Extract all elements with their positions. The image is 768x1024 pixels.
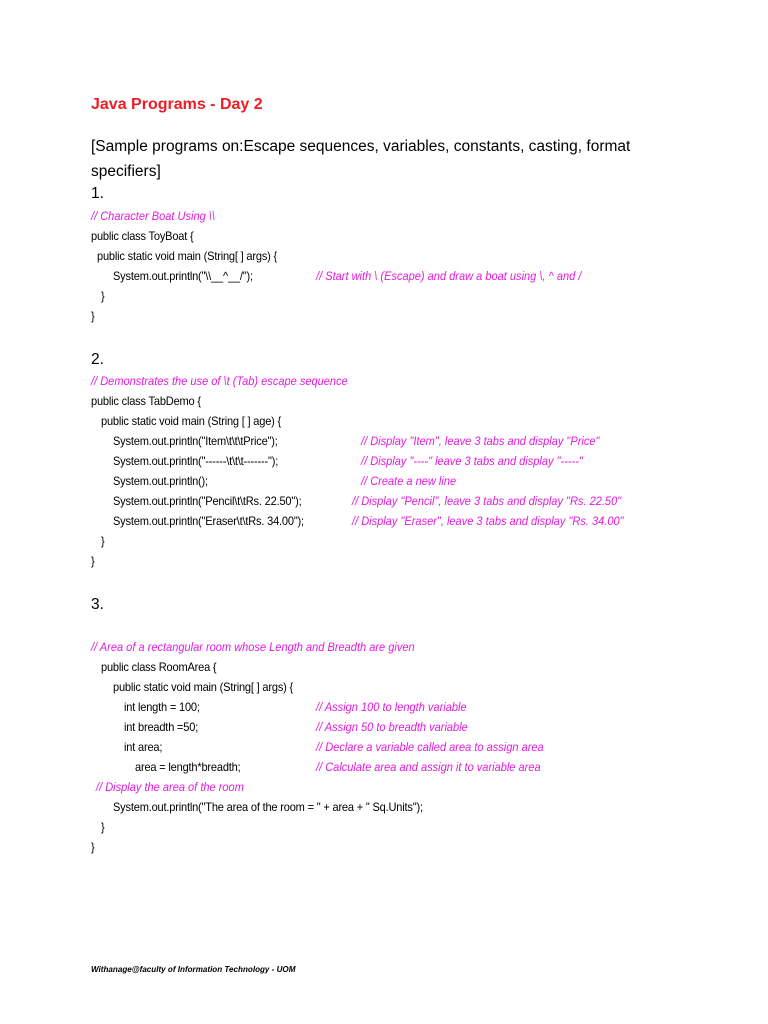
program-3-code-comment: // Assign 100 to length variable: [316, 700, 467, 714]
program-2-code-line: }: [91, 554, 95, 568]
program-2-code-line: System.out.println();: [113, 474, 208, 488]
program-3-code-line: public static void main (String[ ] args) {: [113, 680, 294, 694]
program-2-code-comment: // Display "----" leave 3 tabs and display "-----": [361, 454, 583, 468]
program-1-number: 1.: [91, 185, 104, 202]
page-footer: Withanage@faculty of Information Technology - UOM: [91, 964, 296, 974]
program-3-code-line: System.out.println("The area of the room = " + area + " Sq.Units");: [113, 800, 423, 814]
program-2-code-line: }: [101, 534, 105, 548]
program-1-code-line: public static void main (String[ ] args) {: [97, 249, 278, 263]
program-2-number: 2.: [91, 351, 104, 368]
program-1-code-line: System.out.println("\\__^__/");: [113, 269, 253, 283]
program-2-code-line: public static void main (String [ ] age) {: [101, 414, 282, 428]
program-3-code-line: int area;: [124, 740, 163, 754]
program-3-code-comment: // Assign 50 to breadth variable: [316, 720, 468, 734]
program-1-code-line: public class ToyBoat {: [91, 229, 194, 243]
program-2-code-comment: // Display "Pencil", leave 3 tabs and display "Rs. 22.50": [352, 494, 622, 508]
program-3-code-line: }: [91, 840, 95, 854]
program-2-code-comment: // Create a new line: [361, 474, 457, 488]
program-2-code-line: System.out.println("Item\t\t\tPrice");: [113, 434, 278, 448]
program-1-code-line: }: [91, 309, 95, 323]
program-3-comment-header: // Area of a rectangular room whose Length and Breadth are given: [91, 640, 415, 654]
program-2-code-line: System.out.println("Eraser\t\tRs. 34.00");: [113, 514, 304, 528]
program-3-code-line: }: [101, 820, 105, 834]
page-title: Java Programs - Day 2: [91, 96, 263, 113]
program-3-code-line: area = length*breadth;: [135, 760, 241, 774]
program-1-code-line: }: [101, 289, 105, 303]
program-3-code-line: int breadth =50;: [124, 720, 199, 734]
program-3-code-line: int length = 100;: [124, 700, 200, 714]
program-1-code-comment: // Start with \ (Escape) and draw a boat using \, ^ and /: [316, 269, 582, 283]
program-3-code-comment: // Declare a variable called area to assign area: [316, 740, 544, 754]
program-2-comment-header: // Demonstrates the use of \t (Tab) escape sequence: [91, 374, 348, 388]
program-2-code-comment: // Display "Item", leave 3 tabs and display "Price": [361, 434, 600, 448]
program-3-code-comment: // Calculate area and assign it to variable area: [316, 760, 541, 774]
program-3-comment-line: // Display the area of the room: [96, 780, 244, 794]
program-1-comment-header: // Character Boat Using \\: [91, 209, 215, 223]
program-2-code-line: System.out.println("Pencil\t\tRs. 22.50");: [113, 494, 302, 508]
program-2-code-line: System.out.println("------\t\t\t-------");: [113, 454, 279, 468]
program-2-code-comment: // Display "Eraser", leave 3 tabs and display "Rs. 34.00": [352, 514, 624, 528]
program-3-code-line: public class RoomArea {: [101, 660, 217, 674]
program-3-number: 3.: [91, 596, 104, 613]
page-subtitle: [Sample programs on:Escape sequences, variables, constants, casting, format specifiers]: [91, 138, 631, 180]
program-2-code-line: public class TabDemo {: [91, 394, 201, 408]
